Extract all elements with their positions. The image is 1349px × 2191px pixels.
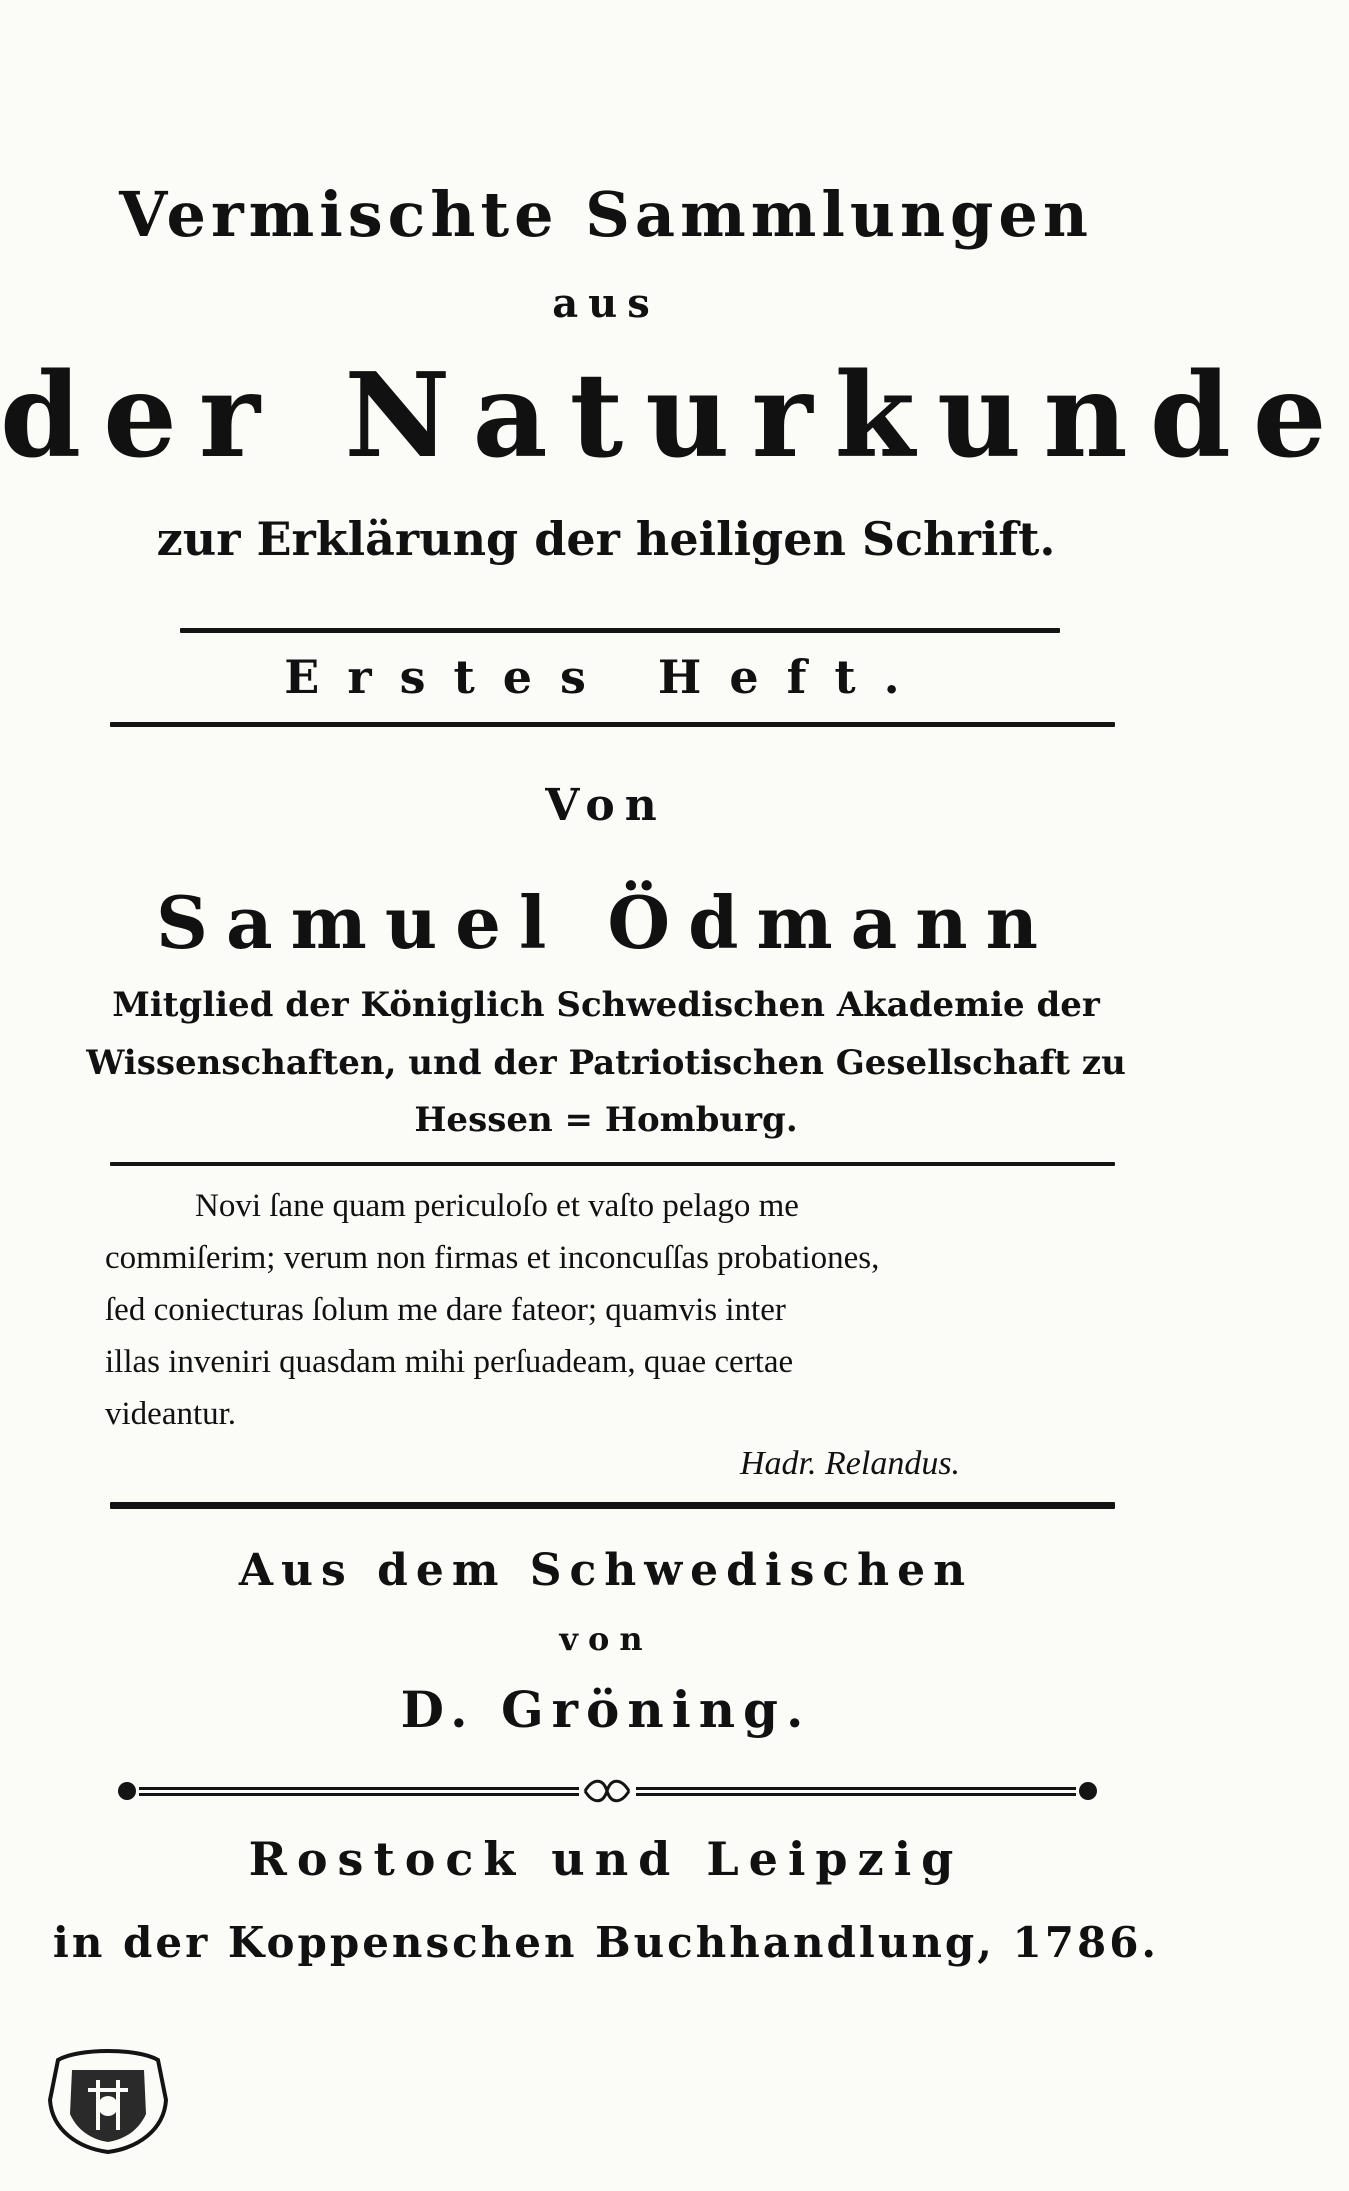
- translation-line-1: Aus dem Schwedischen: [238, 1545, 974, 1596]
- publisher-place: Rostock und Leipzig: [248, 1832, 964, 1886]
- quote-line-1: Novi ſane quam periculoſo et vaſto pelago me: [195, 1188, 799, 1224]
- by-label: Von: [545, 780, 667, 831]
- quote-attribution: Hadr. Relandus.: [740, 1445, 961, 1482]
- quote-line-4: illas inveniri quasdam mihi perſuadeam, quae certae: [105, 1344, 794, 1380]
- translation-line-2: von: [559, 1620, 653, 1658]
- affiliation-line-2: Wissenschaften, und der Patriotischen Gesellschaft zu: [86, 1043, 1126, 1083]
- quote-line-3: ſed coniecturas ſolum me dare fateor; quamvis inter: [105, 1292, 786, 1328]
- title-line-2: aus: [552, 280, 660, 327]
- subtitle: zur Erklärung der heiligen Schrift.: [156, 512, 1056, 566]
- translator-name: D. Gröning.: [400, 1680, 812, 1739]
- title-line-3: der Naturkunde: [0, 348, 1349, 484]
- affiliation-line-1: Mitglied der Königlich Schwedischen Akademie der: [112, 985, 1100, 1025]
- divider-rule: [180, 628, 1060, 633]
- divider-rule: [110, 1162, 1115, 1166]
- library-stamp-icon: [38, 2040, 178, 2160]
- affiliation-line-3: Hessen = Homburg.: [414, 1100, 798, 1140]
- quote-line-2: commiſerim; verum non firmas et inconcuſſas probationes,: [105, 1240, 880, 1276]
- decorative-rule-icon: [115, 1776, 1100, 1806]
- publisher-imprint: in der Koppenschen Buchhandlung, 1786.: [52, 1918, 1160, 1967]
- part-label: Erstes Heft.: [284, 650, 928, 704]
- title-line-1: Vermischte Sammlungen: [119, 178, 1093, 251]
- quote-line-5: videantur.: [105, 1396, 237, 1432]
- divider-rule: [110, 1502, 1115, 1509]
- divider-rule: [110, 722, 1115, 727]
- author-name: Samuel Ödmann: [156, 880, 1056, 965]
